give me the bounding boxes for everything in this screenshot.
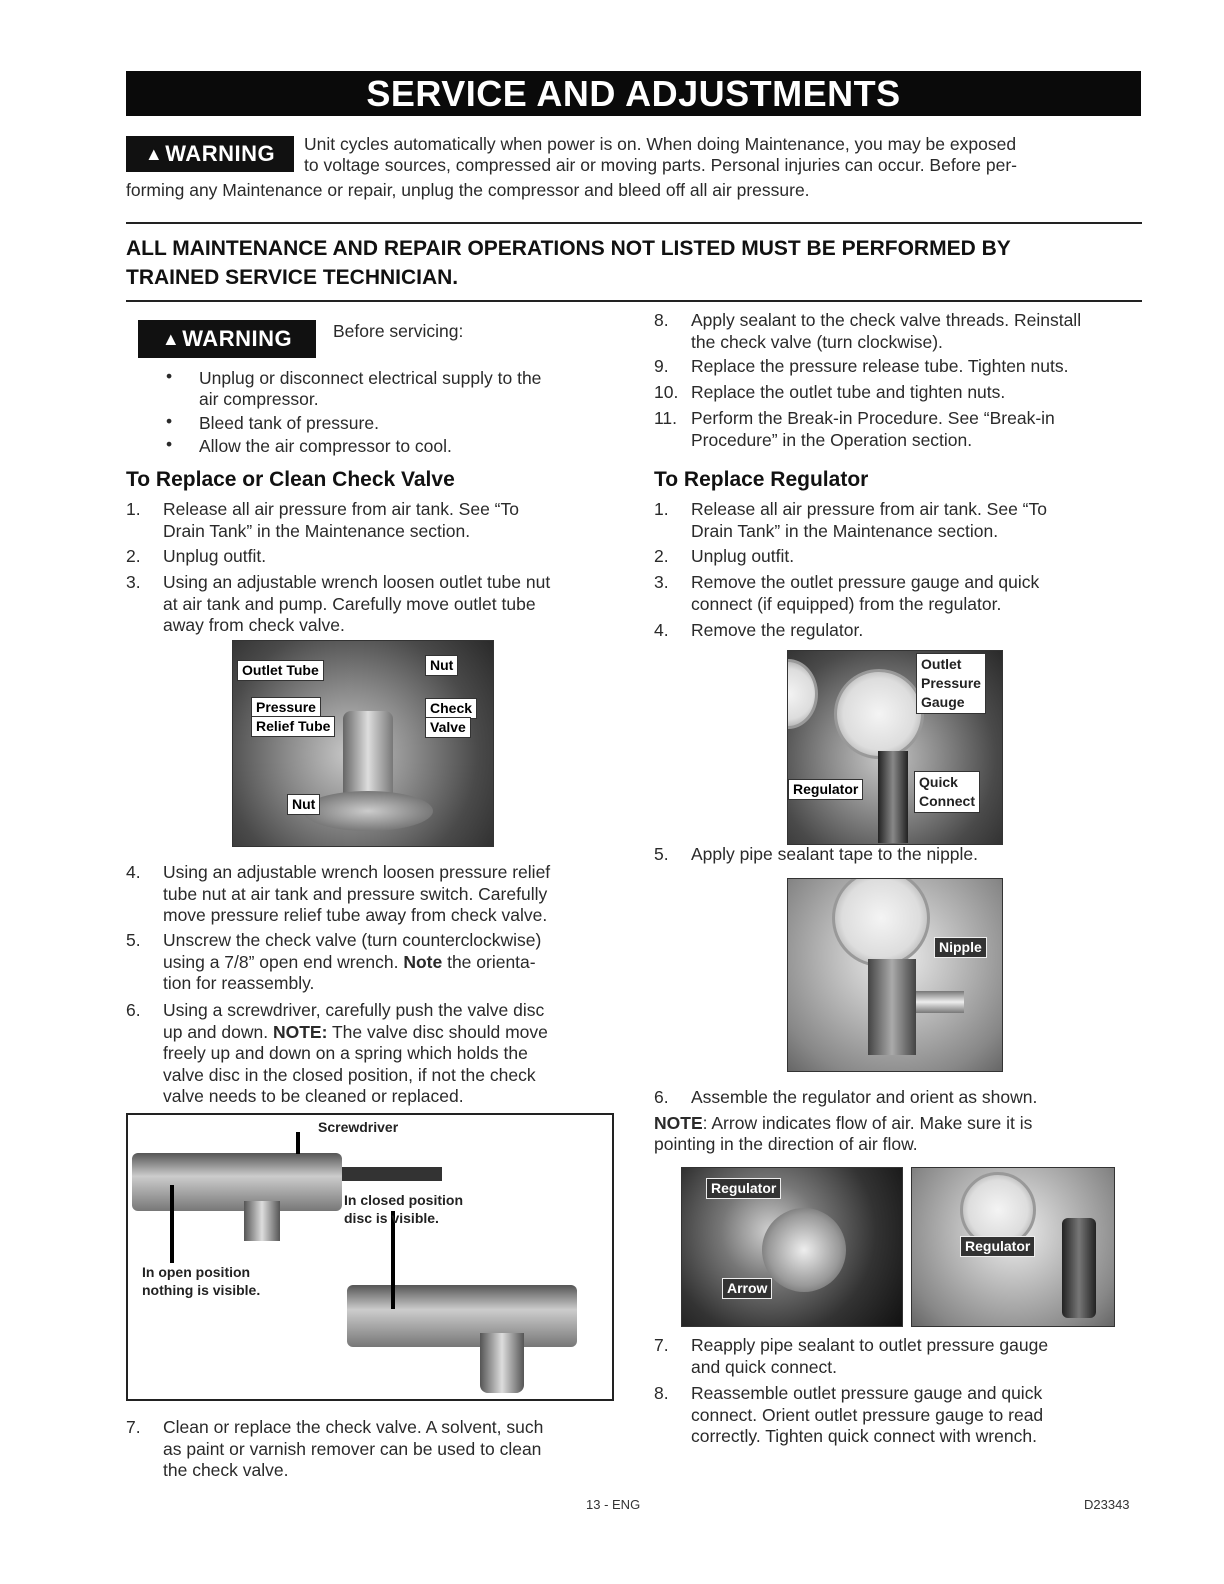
step-number: 6.	[654, 1087, 669, 1107]
warning-text-line1: Unit cycles automatically when power is on. When doing Maintenance, you may be exposed	[304, 134, 1017, 154]
step-text: up and down.	[163, 1021, 273, 1042]
label-text: Outlet	[921, 656, 962, 672]
regulator-photo	[787, 650, 1003, 845]
label-text: Gauge	[921, 694, 965, 710]
bullet-icon: •	[166, 411, 173, 431]
page-title: SERVICE AND ADJUSTMENTS	[126, 71, 1141, 116]
label-text: Quick	[919, 774, 958, 790]
step-text: Procedure” in the Operation section.	[691, 429, 973, 450]
regulator-knob-shape	[762, 1208, 846, 1292]
label-pressure: Pressure	[251, 697, 321, 718]
step-number: 11.	[654, 408, 678, 428]
valve-open-shape	[132, 1153, 342, 1211]
divider	[126, 222, 1142, 224]
step-text: valve needs to be cleaned or replaced.	[163, 1086, 464, 1106]
pressure-gauge-shape	[832, 878, 930, 967]
note-label: NOTE	[654, 1113, 703, 1133]
warning-triangle-icon: ▲	[161, 328, 181, 349]
step-text: Reassemble outlet pressure gauge and quick	[691, 1383, 1043, 1403]
valve-position-figure	[126, 1113, 614, 1401]
warning-label: WARNING	[165, 141, 276, 166]
warning-text-line3: forming any Maintenance or repair, unplug the compressor and bleed off all air pressure.	[126, 180, 810, 200]
arrow-line	[170, 1185, 174, 1263]
step-number: 4.	[654, 620, 669, 640]
label-closed-position	[344, 1191, 463, 1227]
bullet-icon: •	[166, 366, 173, 386]
step-number: 1.	[654, 499, 669, 519]
label-text: In closed position	[344, 1192, 464, 1208]
step-text: valve disc in the closed position, if not the check	[163, 1064, 536, 1085]
step-number: 8.	[654, 310, 669, 330]
valve-closed-port-shape	[480, 1333, 524, 1393]
step-text: Remove the regulator.	[691, 620, 864, 640]
step-text: move pressure relief tube away from check valve.	[163, 905, 548, 925]
step-text: at air tank and pump. Carefully move outlet tube	[163, 593, 536, 614]
label-nipple: Nipple	[934, 937, 987, 958]
step-text: tion for reassembly.	[163, 973, 315, 993]
document-code: D23343	[1084, 1497, 1130, 1512]
step-text: Remove the outlet pressure gauge and quick	[691, 572, 1040, 592]
section-heading-regulator: To Replace Regulator	[654, 468, 869, 491]
step-text: the check valve (turn clockwise).	[691, 331, 943, 352]
label-text: disc is visible.	[344, 1210, 439, 1226]
bullet-text: Allow the air compressor to cool.	[199, 436, 452, 456]
warning-badge	[138, 320, 316, 358]
label-screwdriver: Screwdriver	[318, 1119, 399, 1135]
label-nut: Nut	[425, 655, 458, 676]
label-open-position	[142, 1263, 260, 1299]
step-text: Release all air pressure from air tank. See “To	[163, 499, 519, 519]
label-check: Check	[425, 698, 477, 719]
step-text: Replace the outlet tube and tighten nuts.	[691, 382, 1006, 402]
note-label: Note	[403, 951, 443, 972]
bullet-text: air compressor.	[199, 389, 319, 409]
label-regulator: Regulator	[788, 779, 863, 800]
label-text: nothing is visible.	[142, 1282, 261, 1298]
label-outlet-pressure-gauge	[916, 653, 986, 714]
step-text: Perform the Break-in Procedure. See “Break-in	[691, 408, 1055, 428]
label-relief-tube: Relief Tube	[251, 716, 335, 737]
step-text: tube nut at air tank and pressure switch. Carefully	[163, 883, 548, 904]
step-number: 7.	[654, 1335, 669, 1355]
step-text: Apply pipe sealant tape to the nipple.	[691, 844, 979, 864]
step-text: away from check valve.	[163, 615, 345, 635]
step-text: Using an adjustable wrench loosen outlet tube nut	[163, 572, 551, 592]
maintenance-notice	[126, 234, 1146, 292]
note-text: : Arrow indicates flow of air. Make sure it is	[702, 1113, 1033, 1133]
label-regulator: Regulator	[706, 1178, 781, 1199]
step-text: connect (if equipped) from the regulator.	[691, 593, 1002, 614]
air-flow-note	[654, 1113, 1124, 1155]
label-text: Pressure	[921, 675, 981, 691]
divider	[126, 300, 1142, 302]
step-number: 3.	[126, 572, 141, 592]
note-text: pointing in the direction of air flow.	[654, 1134, 918, 1154]
warning-badge	[126, 136, 294, 172]
label-arrow: Arrow	[722, 1278, 772, 1299]
step-text: using a 7/8” open end wrench.	[163, 951, 399, 972]
regulator-body-shape	[868, 959, 916, 1055]
step-text: connect. Orient outlet pressure gauge to read	[691, 1404, 1044, 1425]
step-number: 6.	[126, 1000, 141, 1020]
label-text: In open position	[142, 1264, 251, 1280]
warning-intro: Before servicing:	[333, 321, 464, 341]
label-outlet-tube: Outlet Tube	[237, 660, 324, 681]
label-text: Connect	[919, 793, 975, 809]
step-text: as paint or varnish remover can be used to clean	[163, 1438, 542, 1459]
notice-line2: TRAINED SERVICE TECHNICIAN.	[126, 266, 459, 289]
step-number: 10.	[654, 382, 679, 402]
step-text: Unplug outfit.	[691, 546, 795, 566]
regulator-body-shape	[1062, 1218, 1096, 1318]
label-valve: Valve	[425, 717, 471, 738]
note-label: NOTE:	[272, 1021, 328, 1042]
regulator-body-shape	[878, 751, 908, 843]
label-quick-connect	[914, 771, 980, 813]
label-nut: Nut	[287, 794, 320, 815]
step-text: Release all air pressure from air tank. See “To	[691, 499, 1047, 519]
step-number: 9.	[654, 356, 669, 376]
step-number: 1.	[126, 499, 141, 519]
step-number: 4.	[126, 862, 141, 882]
step-number: 2.	[126, 546, 141, 566]
pressure-gauge-shape	[834, 669, 924, 759]
step-number: 5.	[654, 844, 669, 864]
notice-line1: ALL MAINTENANCE AND REPAIR OPERATIONS NOT LISTED MUST BE PERFORMED BY	[126, 237, 1011, 260]
step-number: 3.	[654, 572, 669, 592]
regulator-installed-photo	[911, 1167, 1115, 1327]
step-number: 2.	[654, 546, 669, 566]
step-number: 5.	[126, 930, 141, 950]
step-text: Unscrew the check valve (turn counterclockwise)	[163, 930, 542, 950]
step-text: the check valve.	[163, 1460, 289, 1480]
step-text: and quick connect.	[691, 1356, 837, 1377]
nipple-shape	[916, 991, 964, 1013]
step-text: the orienta-	[442, 951, 536, 972]
step-text: Apply sealant to the check valve threads. Reinstall	[691, 310, 1082, 330]
step-text: Reapply pipe sealant to outlet pressure gauge	[691, 1335, 1049, 1355]
tank-fitting-shape	[303, 791, 433, 831]
warning-label: WARNING	[182, 326, 293, 351]
valve-open-port-shape	[244, 1201, 280, 1241]
nipple-photo	[787, 878, 1003, 1072]
step-text: Assemble the regulator and orient as shown.	[691, 1087, 1038, 1107]
bullet-icon: •	[166, 434, 173, 454]
check-valve-photo	[232, 640, 494, 847]
step-text: Drain Tank” in the Maintenance section.	[163, 520, 471, 541]
warning-triangle-icon: ▲	[144, 143, 164, 164]
section-heading-check-valve: To Replace or Clean Check Valve	[126, 468, 455, 491]
arrow-line	[296, 1132, 300, 1154]
step-number: 8.	[654, 1383, 669, 1403]
step-text: Replace the pressure release tube. Tighten nuts.	[691, 356, 1069, 376]
step-number: 7.	[126, 1417, 141, 1437]
pressure-gauge-shape	[787, 659, 818, 729]
step-text: Using an adjustable wrench loosen pressure relief	[163, 862, 551, 882]
step-text: Drain Tank” in the Maintenance section.	[691, 520, 999, 541]
regulator-arrow-photo	[681, 1167, 903, 1327]
bullet-text: Unplug or disconnect electrical supply to the	[199, 368, 542, 388]
step-text: Unplug outfit.	[163, 546, 267, 566]
screwdriver-shape	[342, 1167, 442, 1181]
page-number: 13 - ENG	[586, 1497, 641, 1512]
valve-closed-shape	[347, 1285, 577, 1347]
step-text: correctly. Tighten quick connect with wrench.	[691, 1426, 1037, 1446]
step-text: Clean or replace the check valve. A solvent, such	[163, 1417, 544, 1437]
warning-text-line2: to voltage sources, compressed air or moving parts. Personal injuries can occur. Before per-	[304, 155, 1017, 175]
step-text: The valve disc should move	[327, 1021, 548, 1042]
step-text: Using a screwdriver, carefully push the valve disc	[163, 1000, 545, 1020]
label-regulator: Regulator	[960, 1236, 1035, 1257]
step-text: freely up and down on a spring which holds the	[163, 1043, 528, 1063]
bullet-text: Bleed tank of pressure.	[199, 413, 379, 433]
